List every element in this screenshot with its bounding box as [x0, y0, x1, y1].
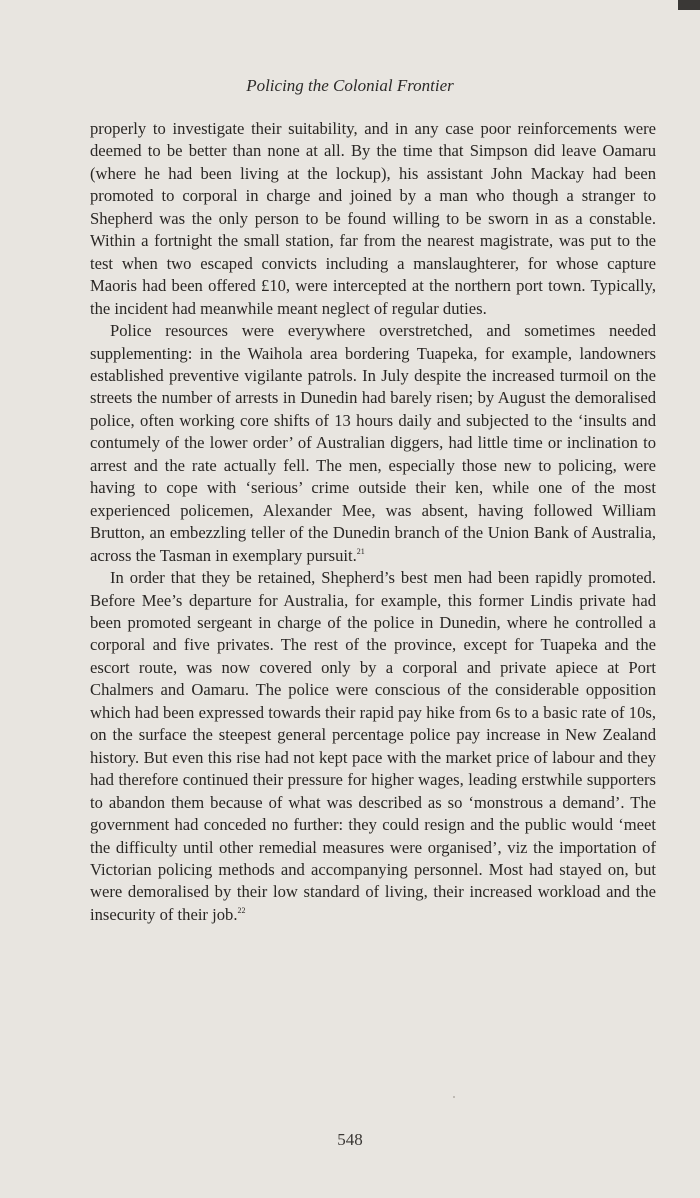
body-text [90, 118, 656, 926]
paragraph-1-text: properly to investigate their suitability, and in any case poor reinforcements were deemed to be better than none at all. By the time that Simpson did leave Oamaru (where he had been living at the lockup), his assistant John Mackay had been promoted to corporal in charge and joined by a man who though a stranger to Shepherd was the only person to be found willing to be sworn in as a constable. Within a fortnight the small station, far from the nearest magistrate, was put to the test when two escaped convicts including a manslaughterer, for whose capture Maoris had been offered £10, were intercepted at the northern port town. Typically, the incident had meanwhile meant neglect of regular duties. [90, 119, 656, 318]
paragraph-1 [90, 118, 656, 320]
paragraph-3-text: In order that they be retained, Shepherd’s best men had been rapidly promoted. Before Mee’s departure for Australia, for example, this former Lindis private had been promoted sergeant in charge of the police in Dunedin, where he controlled a corporal and five privates. The rest of the province, except for Tuapeka and the escort route, was now covered only by a corporal and private apiece at Port Chalmers and Oamaru. The police were conscious of the considerable opposition which had been expressed towards their rapid pay hike from 6s to a basic rate of 10s, on the surface the steepest general percentage police pay increase in New Zealand history. But even this rise had not kept pace with the market price of labour and they had therefore continued their pressure for higher wages, leading erstwhile supporters to abandon them because of what was described as so ‘monstrous a demand’. The government had conceded no further: they could resign and the public would ‘meet the difficulty until other remedial measures were organised’, viz the importation of Victorian policing methods and accompanying personnel. Most had stayed on, but were demoralised by their low standard of living, their increased workload and the insecurity of their job. [90, 568, 656, 924]
paragraph-2-text: Police resources were everywhere overstretched, and sometimes needed supplementing: in the Waihola area bordering Tuapeka, for example, landowners established preventive vigilante patrols. In July despite the increased turmoil on the streets the number of arrests in Dunedin had barely risen; by August the demoralised police, often working core shifts of 13 hours daily and subjected to the ‘insults and contumely of the lower order’ of Australian diggers, had little time or inclination to arrest and the rate actually fell. The men, especially those new to policing, were having to cope with ‘serious’ crime outside their ken, while one of the most experienced policemen, Alexander Mee, was absent, having followed William Brutton, an embezzling teller of the Dunedin branch of the Union Bank of Australia, across the Tasman in exemplary pursuit. [90, 321, 656, 565]
scan-corner-mark [678, 0, 700, 10]
paragraph-2 [90, 320, 656, 567]
paragraph-3 [90, 567, 656, 926]
footnote-ref-21[interactable]: 21 [356, 546, 365, 556]
footnote-ref-22[interactable]: 22 [237, 905, 246, 915]
running-head: Policing the Colonial Frontier [246, 76, 454, 95]
print-speck [453, 1096, 455, 1098]
page-number: 548 [337, 1130, 363, 1149]
